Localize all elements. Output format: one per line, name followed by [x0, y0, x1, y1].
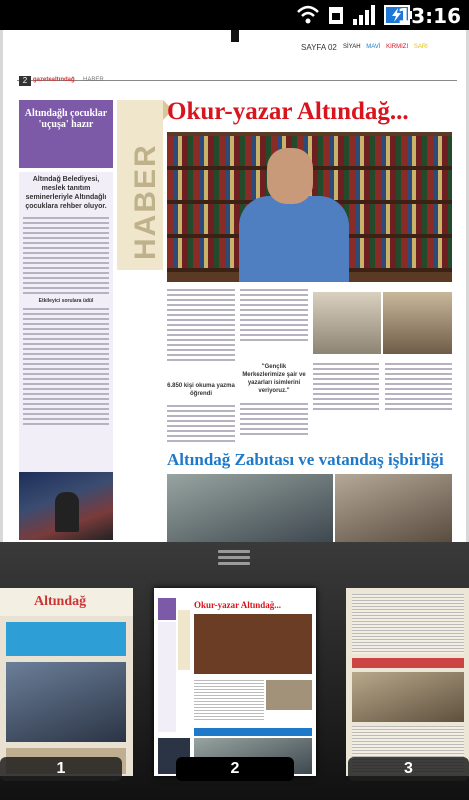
street-photo [335, 474, 452, 542]
sim-icon [328, 4, 344, 31]
color-mark-blue: MAVİ [366, 44, 381, 50]
zabita-photo [167, 474, 333, 542]
drawer-handle-icon[interactable] [218, 547, 250, 569]
left-photo [19, 472, 113, 540]
wifi-icon [296, 4, 320, 31]
signal-icon [352, 4, 378, 31]
color-mark-yellow: SARI [413, 44, 428, 50]
thumb2-title: Okur-yazar Altındağ... [194, 600, 282, 610]
left-box-title-panel [19, 100, 113, 168]
article-column-1b [167, 402, 235, 445]
main-photo [167, 132, 452, 282]
thumbnail-label-2[interactable]: 2 [176, 757, 294, 781]
thumbnail-label-1[interactable]: 1 [0, 757, 122, 781]
article-column-2 [240, 286, 308, 344]
article-column-2b [240, 400, 308, 438]
section-label: HABER [83, 77, 104, 83]
newspaper-page[interactable] [3, 30, 466, 542]
color-mark-red: KIRMIZI [386, 44, 409, 50]
thumbnail-label-3[interactable]: 3 [348, 757, 469, 781]
thumb1-title: Altındağ [34, 594, 87, 609]
stat-quote: 6.850 kişi okuma yazma öğrendi [167, 383, 235, 397]
second-headline: Altındağ Zabıtası ve vatandaş işbirliği [167, 450, 444, 469]
binder-clip [231, 30, 239, 42]
left-column [19, 100, 113, 540]
clock: 13:16 [397, 4, 461, 28]
left-box-lead: Altındağ Belediyesi, meslek tanıtım seminerleriyle Altındağlı çocuklara rehber oluyor. [25, 176, 107, 210]
pull-quote: "Gençlik Merkezlerimize şair ve yazarları isimlerini veriyoruz." [242, 364, 306, 394]
left-box-subhead: Etkileyici sorulara üdül [38, 298, 94, 304]
article-column-3 [313, 360, 379, 413]
page-thumbnail-1[interactable] [0, 588, 133, 776]
color-mark-black: SİYAH [343, 44, 361, 50]
left-box-title: Altındağlı çocuklar 'uçuşa' hazır [24, 108, 108, 130]
article-column-1 [167, 286, 235, 364]
article-column-4 [385, 360, 452, 413]
page-number: 2 [19, 76, 31, 86]
page-viewer[interactable] [0, 30, 469, 542]
classroom-photo [313, 292, 381, 354]
students-photo [383, 292, 452, 354]
page-thumbnail-2[interactable] [154, 588, 316, 776]
color-registration-marks [343, 44, 432, 50]
page-thumbnail-3[interactable] [346, 588, 469, 776]
page-header-label: SAYFA 02 [301, 43, 337, 52]
newspaper-logo: gazetealtındağ [33, 77, 75, 83]
vertical-section-label: HABER [129, 143, 162, 260]
status-bar [0, 0, 469, 30]
left-box-body [19, 172, 113, 472]
main-headline: Okur-yazar Altındağ... [167, 98, 409, 125]
